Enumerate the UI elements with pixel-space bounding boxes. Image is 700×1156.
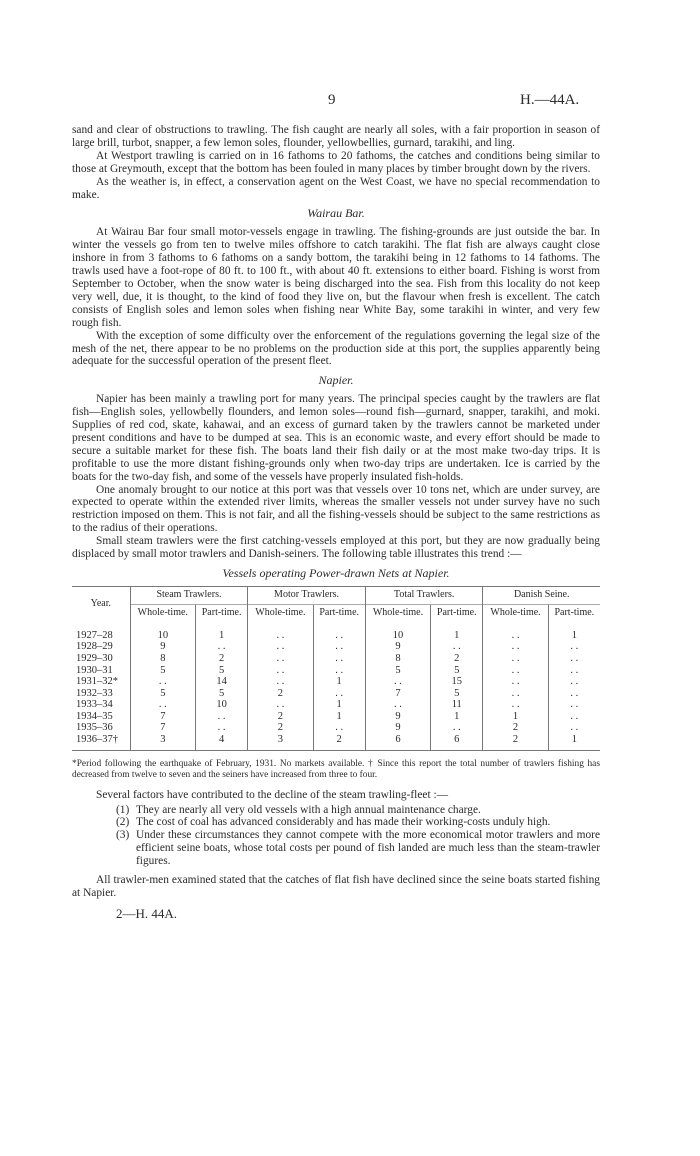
table-cell: 1	[483, 711, 548, 723]
list-number: (1)	[116, 803, 130, 816]
table-cell: . .	[365, 699, 430, 711]
table-cell: . .	[548, 699, 600, 711]
section-heading-wairau: Wairau Bar.	[307, 206, 365, 221]
table-cell: 1	[548, 734, 600, 750]
table-cell: 5	[130, 665, 195, 677]
year-cell: 1929–30	[76, 652, 113, 664]
table-cell: 5	[431, 665, 483, 677]
table-cell: 10	[195, 699, 247, 711]
table-cell: 2	[313, 734, 365, 750]
table-cell: . .	[483, 699, 548, 711]
table-cell: . .	[483, 630, 548, 642]
table-spacer-row	[72, 622, 600, 630]
table-cell: . .	[248, 699, 313, 711]
paragraph: One anomaly brought to our notice at this port was that vessels over 10 tons net, which are under survey, are expected to operate within the extended river limits, whereas the smaller vessels not under survey have no such restriction imposed on them. This is not fair, and all the fishing-vessels should be subject to the same restrictions as to the radius of their operations.	[72, 483, 600, 535]
table-cell: . .	[483, 641, 548, 653]
subheader-whole: Whole-time.	[248, 604, 313, 621]
table-row	[72, 734, 600, 750]
table-cell: 2	[431, 653, 483, 665]
table-cell: . .	[313, 665, 365, 677]
year-column-header: Year.	[72, 586, 130, 621]
table-cell: 5	[365, 665, 430, 677]
list-item	[116, 804, 600, 817]
subheader-part: Part-time.	[313, 604, 365, 621]
table-row	[72, 630, 600, 642]
list-item	[116, 829, 600, 868]
paragraph: With the exception of some difficulty over the enforcement of the regulations governing the legal size of the mesh of the net, there appear to be no problems on the production side at this port, the supplies apparently being adequate for the successful operation of the present fleet.	[72, 329, 600, 368]
table-cell: . .	[248, 630, 313, 642]
group-header: Danish Seine.	[483, 586, 600, 604]
subheader-part: Part-time.	[431, 604, 483, 621]
document-reference: H.—44A.	[520, 92, 580, 108]
table-cell: 1	[313, 699, 365, 711]
paragraph: All trawler-men examined stated that the catches of flat fish have declined since the seine boats started fishing at Napier.	[72, 874, 600, 899]
table-cell: . .	[365, 676, 430, 688]
table-cell: 2	[483, 722, 548, 734]
table-cell: 1	[313, 676, 365, 688]
subheader-whole: Whole-time.	[483, 604, 548, 621]
page-signature: 2—H. 44A.	[116, 905, 178, 921]
table-cell: . .	[195, 641, 247, 653]
table-cell: . .	[548, 722, 600, 734]
group-header: Total Trawlers.	[365, 586, 483, 604]
page-header	[0, 92, 700, 112]
table-cell: . .	[483, 676, 548, 688]
table-cell: . .	[431, 722, 483, 734]
table-row	[72, 711, 600, 723]
table-cell: . .	[313, 641, 365, 653]
table-caption: Vessels operating Power-drawn Nets at Napier.	[222, 566, 450, 580]
table-cell: 8	[130, 653, 195, 665]
list-item	[116, 816, 600, 829]
table-cell: . .	[548, 688, 600, 700]
table-footnote: *Period following the earthquake of February, 1931. No markets available. † Since this report the total number of trawlers fishing has decreased from twelve to seven and the seiners have increased from three to four.	[72, 758, 600, 780]
year-cell: 1928–29	[76, 641, 113, 653]
table-row	[72, 676, 600, 688]
paragraph: Napier has been mainly a trawling port for many years. The principal species caught by the trawlers are flat fish—English soles, yellowbelly flounders, and lemon soles—round fish—gurnard, snapper, tarakihi, and moki. Supplies of red cod, skate, kahawai, and an excess of gurnard taken by the trawlers cannot be marketed under present conditions and have to be dumped at sea. This is an economic waste, and every effort should be made to secure a suitable market for these fish. The boats land their fish daily or at the most make two-day trips. It is profitable to use the more distant fishing-grounds only when two-day trips are undertaken. Ice is carried by the boats for the two-day fish, and some of the vessels have properly insulated fish-holds.	[72, 393, 600, 483]
table-cell: . .	[248, 676, 313, 688]
year-cell: 1927–28	[76, 629, 113, 641]
table-row	[72, 722, 600, 734]
table-cell: . .	[483, 653, 548, 665]
table-cell: 3	[248, 734, 313, 750]
table-row	[72, 688, 600, 700]
table-row	[72, 653, 600, 665]
table-cell: . .	[313, 630, 365, 642]
group-header: Motor Trawlers.	[248, 586, 366, 604]
paragraph: Small steam trawlers were the first catching-vessels employed at this port, but they are now gradually being displaced by small motor trawlers and Danish-seiners. The following table illustrates this trend :—	[72, 535, 600, 561]
paragraph: At Westport trawling is carried on in 16 fathoms to 20 fathoms, the catches and conditions being similar to those at Greymouth, except that the bottom has been fouled in many places by timber brought down by the rivers.	[72, 149, 600, 175]
table-cell: 5	[431, 688, 483, 700]
table-cell: 6	[431, 734, 483, 750]
table-cell: 9	[365, 641, 430, 653]
table-row	[72, 641, 600, 653]
table-cell: . .	[483, 688, 548, 700]
page-number: 9	[328, 92, 336, 108]
table-cell: 9	[130, 641, 195, 653]
year-cell: 1934–35	[76, 710, 113, 722]
table-cell: 1	[431, 711, 483, 723]
table-cell: . .	[548, 676, 600, 688]
table-cell: 4	[195, 734, 247, 750]
table-cell: . .	[313, 653, 365, 665]
table-cell: . .	[483, 665, 548, 677]
table-cell: . .	[248, 641, 313, 653]
group-header: Steam Trawlers.	[130, 586, 248, 604]
page-body	[72, 124, 600, 921]
list-text: Under these circumstances they cannot compete with the more economical motor trawlers and more efficient seine boats, whose total costs per pound of fish landed are much less than the steam-trawler figures.	[136, 829, 600, 868]
table-cell: 14	[195, 676, 247, 688]
table-cell: 1	[548, 630, 600, 642]
table-row	[72, 665, 600, 677]
table-cell: . .	[130, 699, 195, 711]
list-text: They are nearly all very old vessels with a high annual maintenance charge.	[136, 803, 481, 816]
list-number: (3)	[116, 829, 130, 842]
table-cell: 7	[365, 688, 430, 700]
table-cell: . .	[248, 653, 313, 665]
table-cell: 2	[195, 653, 247, 665]
table-cell: 5	[195, 688, 247, 700]
year-cell: 1935–36	[76, 722, 113, 734]
subheader-part: Part-time.	[548, 604, 600, 621]
table-cell: . .	[130, 676, 195, 688]
table-cell: . .	[548, 641, 600, 653]
table-cell: 2	[248, 711, 313, 723]
paragraph: At Wairau Bar four small motor-vessels engage in trawling. The fishing-grounds are just outside the bar. In winter the vessels go from ten to twelve miles offshore to catch tarakihi. The flat fish are always caught close inshore in from 3 fathoms to 6 fathoms on a sandy bottom, the tarakihi being in 12 fathoms to 14 fathoms. The trawls used have a foot-rope of 80 ft. to 100 ft., with about 40 ft. extensions to either board. Fishing is worst from September to October, when the snow water is being discharged into the sea. Fish from this locality do not keep very well, due, it is thought, to the kind of food they live on, but the flavour when fresh is excellent. The catch consists of English soles and lemon soles when fishing near White Bay, some tarakihi in winter, and very few rough fish.	[72, 226, 600, 329]
table-cell: . .	[248, 665, 313, 677]
paragraph: As the weather is, in effect, a conservation agent on the West Coast, we have no special recommendation to make.	[72, 175, 600, 201]
table-cell: 3	[130, 734, 195, 750]
table-cell: 5	[130, 688, 195, 700]
table-cell: 1	[313, 711, 365, 723]
table-cell: 10	[130, 630, 195, 642]
table-cell: 6	[365, 734, 430, 750]
year-cell: 1932–33	[76, 687, 113, 699]
section-heading-napier: Napier.	[318, 373, 354, 388]
paragraph: sand and clear of obstructions to trawling. The fish caught are nearly all soles, with a fair proportion in season of large brill, turbot, snapper, a few lemon soles, flounder, yellowbellies, gurnard, tarakihi, and ling.	[72, 124, 600, 149]
list-number: (2)	[116, 816, 130, 829]
table-cell: . .	[313, 688, 365, 700]
table-cell: 1	[195, 630, 247, 642]
table-body	[72, 622, 600, 750]
table-cell: 2	[248, 688, 313, 700]
vessels-table	[72, 586, 600, 751]
table-cell: 10	[365, 630, 430, 642]
table-cell: . .	[313, 722, 365, 734]
table-cell: 1	[431, 630, 483, 642]
year-cell: 1930–31	[76, 664, 113, 676]
year-cell: 1933–34	[76, 699, 113, 711]
year-cell: 1936–37†	[72, 734, 130, 750]
paragraph: Several factors have contributed to the decline of the steam trawling-fleet :—	[96, 788, 449, 801]
table-row	[72, 699, 600, 711]
year-cell: 1931–32*	[76, 676, 118, 688]
table-cell: . .	[195, 711, 247, 723]
table-cell: 2	[248, 722, 313, 734]
table-cell: 5	[195, 665, 247, 677]
table-cell: 11	[431, 699, 483, 711]
subheader-part: Part-time.	[195, 604, 247, 621]
table-cell: . .	[548, 653, 600, 665]
table-cell: 9	[365, 711, 430, 723]
list-text: The cost of coal has advanced considerably and has made their working-costs unduly high.	[136, 816, 551, 829]
factor-list	[116, 804, 600, 869]
table-cell: 8	[365, 653, 430, 665]
table-cell: . .	[195, 722, 247, 734]
table-cell: 7	[130, 711, 195, 723]
subheader-whole: Whole-time.	[130, 604, 195, 621]
table-cell: 15	[431, 676, 483, 688]
subheader-whole: Whole-time.	[365, 604, 430, 621]
table-cell: 7	[130, 722, 195, 734]
table-cell: 2	[483, 734, 548, 750]
table-cell: 9	[365, 722, 430, 734]
table-cell: . .	[548, 665, 600, 677]
table-cell: . .	[431, 641, 483, 653]
table-cell: . .	[548, 711, 600, 723]
